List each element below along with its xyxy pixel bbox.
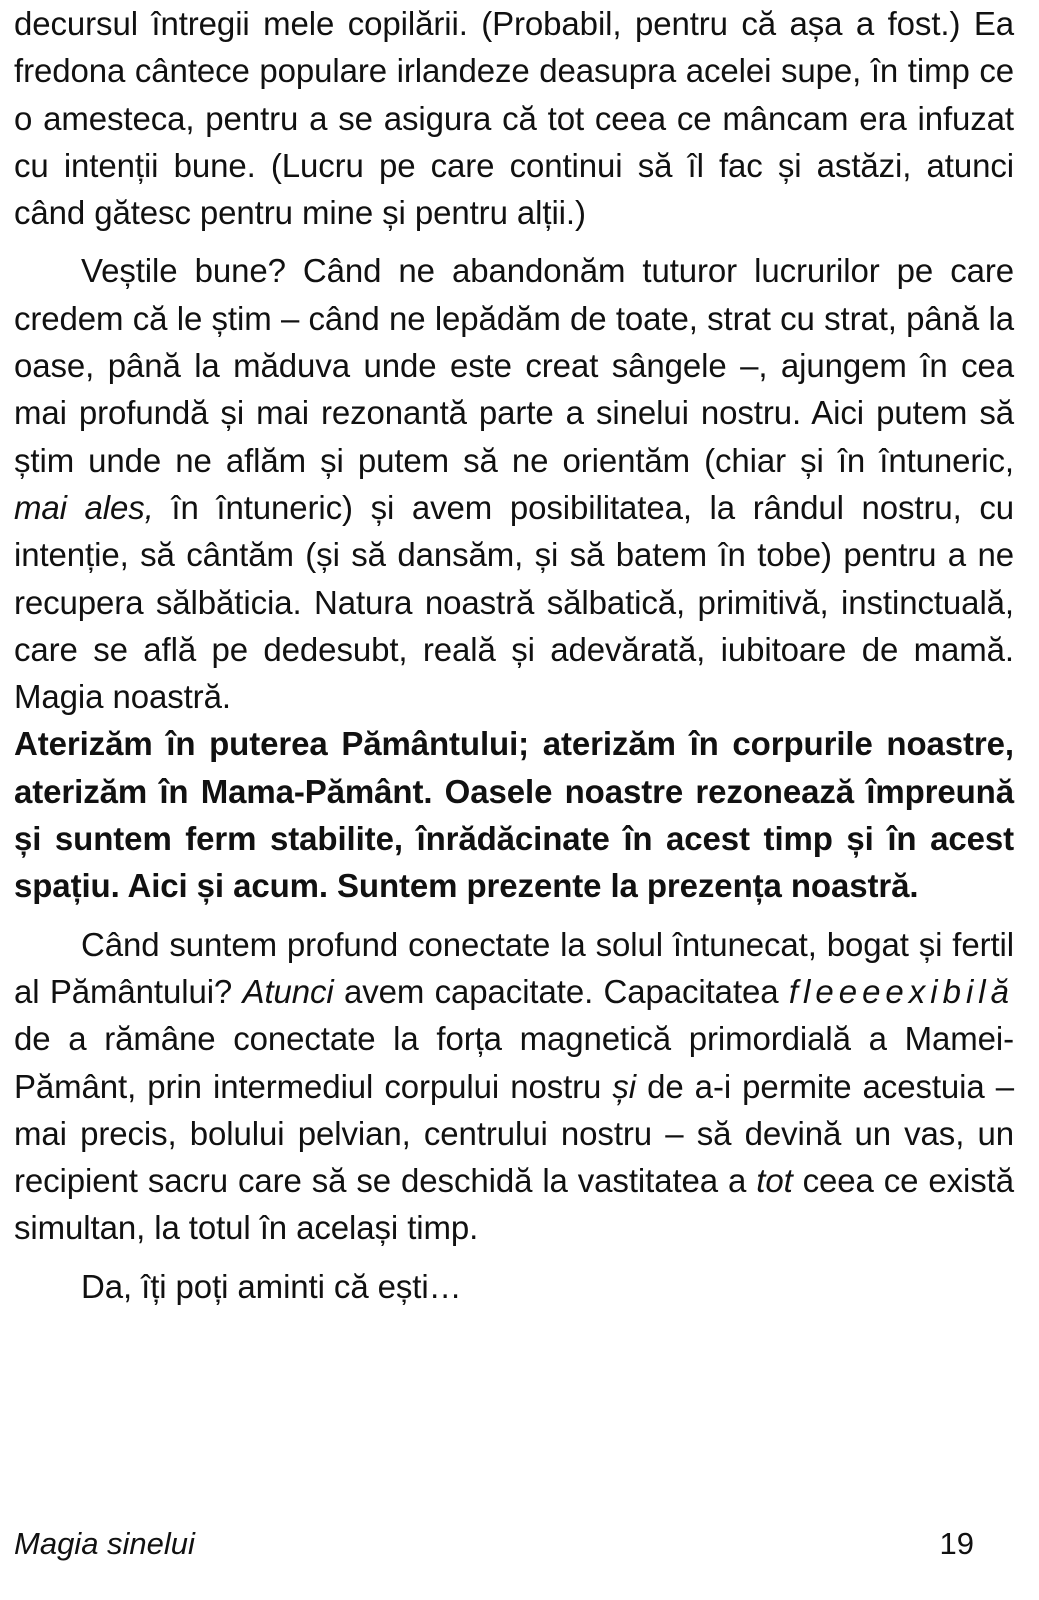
paragraph-good-news [14,247,1014,720]
emphasis-text: mai ales, [14,488,154,526]
paragraph-capacity [14,921,1014,1252]
paragraph-text: de a-i permite acestuia – mai precis, bolului pelvian, centrului nostru – să devină un vas, un recipient sacru care să se deschidă la vastitatea a [14,1067,1014,1200]
running-title: Magia sinelui [14,1526,195,1561]
paragraph-text: Când suntem profund conectate la solul întunecat, bogat și fertil al Pământului? [14,925,1014,1010]
paragraph-affirmation: Aterizăm în puterea Pământului; aterizăm în corpurile noastre, aterizăm în Mama-Pământ. Oasele noastre rezonează împreună și suntem ferm stabilite, înrădăcinate în acest timp și în acest spațiu. Aici și acum. Suntem prezente la prezența noastră. [14,725,1014,905]
paragraph-closing: Da, îți poți aminti că ești… [81,1267,462,1305]
page-number: 19 [939,1526,974,1561]
paragraph-text: ceea ce există simultan, la totul în același timp. [14,1162,1015,1247]
paragraph-text: Veștile bune? Când ne abandonăm tuturor lucrurilor pe care credem că le știm – când ne lepădăm de toate, strat cu strat, până la oase, până la măduva unde este creat sângele –, ajungem în cea mai profundă și mai rezonantă parte a sinelui nostru. Aici putem să știm unde ne aflăm și putem să ne orientăm (chiar și în întuneric, [14,252,1014,479]
emphasis-text: și [612,1067,637,1105]
paragraph-text: avem capacitate. Capacitatea [333,972,789,1010]
paragraph-text: de a rămâne conectate la forța magnetică primordială a Mamei-Pământ, prin intermediul corpului nostru [14,1020,1014,1105]
emphasis-text: Atunci [242,972,334,1010]
page-body [14,0,1014,1310]
paragraph-text: în întuneric) și avem posibilitatea, la rândul nostru, cu intenție, să cântăm (și să dansăm, și să batem în tobe) pentru a ne recupera sălbăticia. Natura noastră sălbatică, primitivă, instinctuală, care se află pe dedesubt, reală și adevărată, iubitoare de mamă. Magia noastră. [14,488,1014,716]
emphasis-text: tot [756,1162,793,1200]
paragraph-continuation: decursul întregii mele copilării. (Probabil, pentru că așa a fost.) Ea fredona cântece populare irlandeze deasupra acelei supe, în timp ce o amesteca, pentru a se asigura că tot ceea ce mâncam era infuzat cu intenții bune. (Lucru pe care continui să îl fac și astăzi, atunci când gătesc pentru mine și pentru alții.) [14,5,1014,232]
spaced-emphasis-text: fleeeexibilă [788,972,1014,1010]
